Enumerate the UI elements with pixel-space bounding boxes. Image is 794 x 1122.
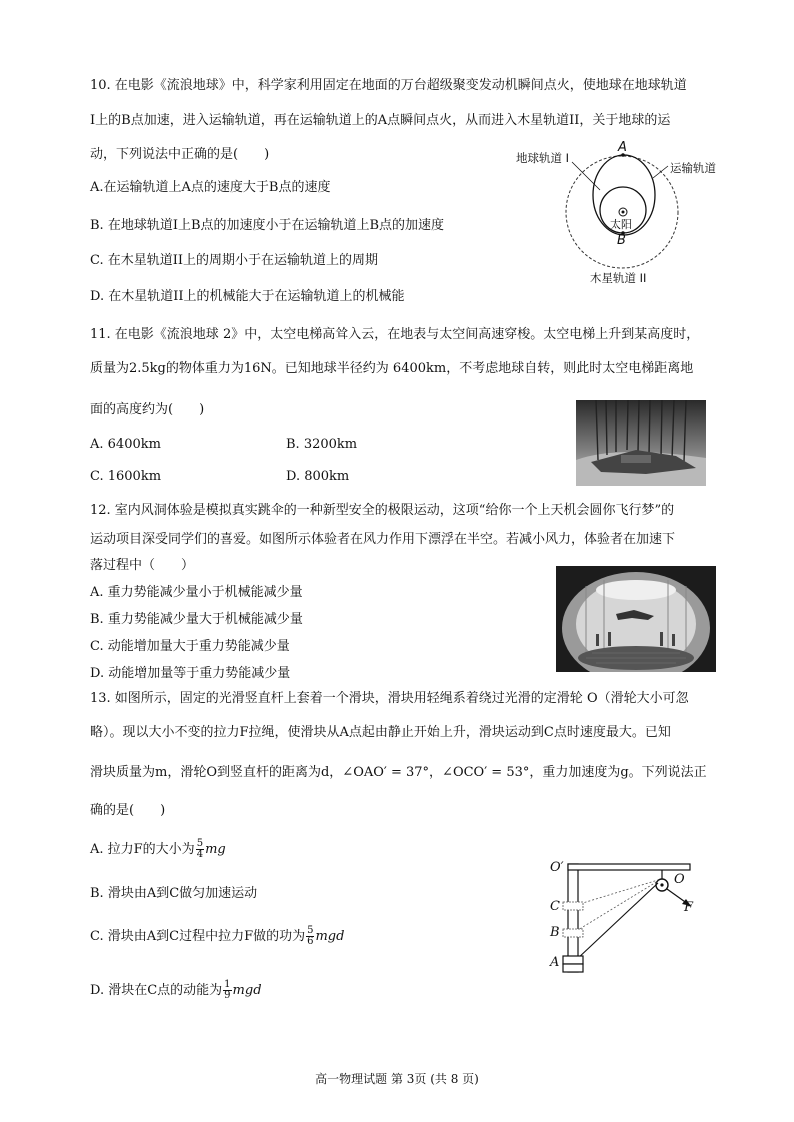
q10-option-d: D. 在木星轨道II上的机械能大于在运输轨道上的机械能	[90, 289, 405, 304]
q11-line1: 11. 在电影《流浪地球 2》中，太空电梯高耸入云，在地表与太空间高速穿梭。太空电梯上升到某高度时，	[90, 327, 700, 342]
q12-option-b: B. 重力势能减少量大于机械能减少量	[90, 612, 303, 627]
point-a-label: A	[550, 955, 560, 970]
q13-line2: 略）。现以大小不变的拉力F拉绳，使滑块从A点起由静止开始上升，滑块运动到C点时速度最大。已知	[90, 725, 671, 740]
rope-to-c-dashed	[573, 880, 658, 906]
slider-at-a	[563, 956, 583, 964]
q12-option-c: C. 动能增加量大于重力势能减少量	[90, 639, 290, 654]
space-elevator-photo-svg	[576, 400, 706, 486]
rope-to-b-dashed	[573, 881, 658, 933]
point-b-label: B	[617, 233, 626, 248]
transfer-orbit-label: 运输轨道	[670, 161, 716, 175]
q13-line3: 滑块质量为m，滑轮O到竖直杆的距离为d，∠OAO′ = 37°，∠OCO′ = 53°，重力加速度为g。下列说法正	[90, 765, 707, 780]
q13-option-a-unit: mg	[205, 841, 226, 857]
q13-option-d-denominator: 9	[224, 990, 231, 1001]
q13-option-d-fraction	[223, 980, 231, 1001]
q12-option-d: D. 动能增加量等于重力势能减少量	[90, 666, 291, 681]
slider-at-b	[563, 929, 583, 937]
q13-option-a-numerator: 5	[196, 838, 204, 849]
wind-tunnel-photo-svg	[556, 566, 716, 672]
q13-option-c-text: C. 滑块由A到C过程中拉力F做的功为	[90, 928, 306, 944]
q11-line3: 面的高度约为( )	[90, 402, 205, 417]
q13-option-c-fraction	[306, 926, 314, 947]
q13-option-a	[90, 839, 226, 860]
jupiter-orbit-label: 木星轨道 II	[590, 271, 647, 285]
q12-option-a: A. 重力势能减少量小于机械能减少量	[90, 585, 303, 600]
q13-option-d-text: D. 滑块在C点的动能为	[90, 982, 223, 998]
q11-option-d: D. 800km	[286, 469, 350, 484]
q10-line3: 动，下列说法中正确的是( )	[90, 147, 270, 162]
rod-base	[563, 964, 583, 972]
q11-line2: 质量为2.5kg的物体重力为16N。已知地球半径约为 6400km，不考虑地球自转，则此时太空电梯距离地	[90, 361, 694, 376]
q13-option-d-unit: mgd	[232, 982, 262, 998]
earth-orbit-leader-line	[572, 162, 600, 190]
q13-option-a-fraction	[196, 839, 204, 860]
q13-option-c-numerator: 5	[307, 925, 314, 936]
force-f-label: F	[684, 900, 694, 915]
slider-at-c	[563, 902, 583, 910]
q10-line2: I上的B点加速，进入运输轨道，再在运输轨道上的A点瞬间点火，从而进入木星轨道II，关于地球的运	[90, 113, 671, 128]
q10-option-b: B. 在地球轨道I上B点的加速度小于在运输轨道上B点的加速度	[90, 218, 445, 233]
q13-option-a-text: A. 拉力F的大小为	[90, 841, 195, 857]
horizontal-bar	[568, 864, 690, 870]
orbit-diagram	[510, 140, 716, 290]
q13-option-c-denominator: 6	[307, 936, 314, 947]
point-o-label: O	[674, 872, 685, 887]
q11-option-a: A. 6400km	[90, 437, 161, 452]
wind-tunnel-photo	[556, 566, 716, 672]
q11-option-c: C. 1600km	[90, 469, 162, 484]
q10-option-c: C. 在木星轨道II上的周期小于在运输轨道上的周期	[90, 253, 379, 268]
q12-line1: 12. 室内风洞体验是模拟真实跳伞的一种新型安全的极限运动，这项“给你一个上天机会圆你飞行梦”的	[90, 503, 675, 518]
sun-label: 太阳	[610, 218, 632, 231]
page-footer: 高一物理试题 第 3页 (共 8 页)	[315, 1072, 479, 1086]
q13-option-a-denominator: 4	[196, 849, 204, 860]
point-o-prime-label: O′	[550, 860, 564, 875]
q12-line3: 落过程中（ ）	[90, 558, 195, 573]
q11-option-b: B. 3200km	[286, 437, 358, 452]
pulley-axle-dot	[660, 883, 663, 886]
q13-option-b: B. 滑块由A到C做匀加速运动	[90, 886, 258, 901]
transfer-orbit-leader-line	[653, 166, 668, 178]
sun-center-dot	[622, 211, 625, 214]
earth-orbit-label: 地球轨道 I	[516, 151, 570, 165]
q13-option-d-numerator: 1	[224, 979, 231, 990]
pulley-diagram	[546, 858, 706, 978]
q12-line2: 运动项目深受同学们的喜爱。如图所示体验者在风力作用下漂浮在半空。若减小风力，体验者在加速下	[90, 532, 676, 547]
q13-line1: 13. 如图所示，固定的光滑竖直杆上套着一个滑块，滑块用轻绳系着绕过光滑的定滑轮 O（滑轮大小可忽	[90, 691, 689, 706]
space-elevator-photo	[576, 400, 706, 486]
q10-line1: 10. 在电影《流浪地球》中，科学家利用固定在地面的万台超级聚变发动机瞬间点火，使地球在地球轨道	[90, 78, 687, 93]
point-c-label: C	[550, 899, 560, 914]
q13-line4: 确的是( )	[90, 803, 166, 818]
point-a-label: A	[618, 140, 627, 155]
q10-option-a: A.在运输轨道上A点的速度大于B点的速度	[90, 180, 331, 195]
rope-to-a	[576, 883, 658, 960]
q13-option-d	[90, 980, 262, 1001]
q13-option-c	[90, 926, 344, 947]
q13-option-c-unit: mgd	[315, 928, 345, 944]
point-b-label: B	[550, 925, 560, 940]
